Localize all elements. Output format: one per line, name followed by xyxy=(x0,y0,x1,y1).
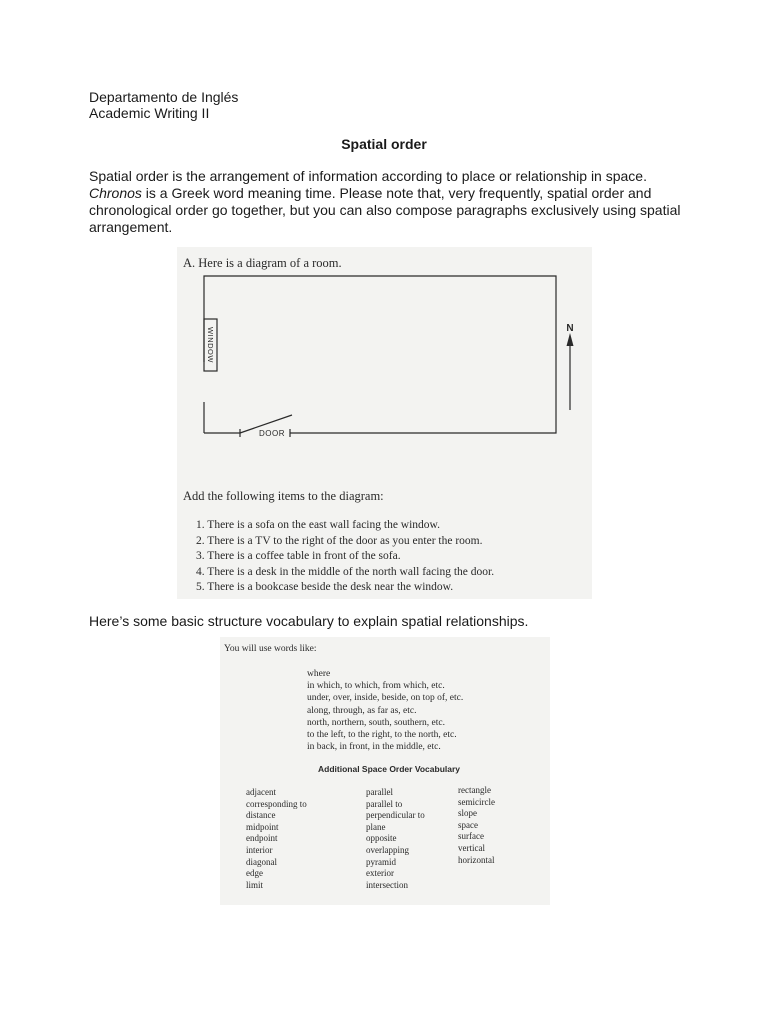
list-item: rectangle xyxy=(458,785,491,795)
list-item: horizontal xyxy=(458,854,495,865)
list-item: parallel to xyxy=(366,798,403,809)
phrase-list xyxy=(307,668,463,753)
list-item: opposite xyxy=(366,833,397,844)
list-item: distance xyxy=(246,810,276,821)
vocabulary-column-3 xyxy=(458,785,495,866)
list-item: semicircle xyxy=(458,796,495,807)
list-item: along, through, as far as, etc. xyxy=(307,705,417,716)
list-item: vertical xyxy=(458,842,485,853)
page-title: Spatial order xyxy=(341,136,427,152)
list-item: 1. There is a sofa on the east wall facing the window. xyxy=(196,519,440,531)
vocabulary-column-1 xyxy=(246,787,307,891)
vocabulary-column-2 xyxy=(366,787,425,891)
intro-line-1: Spatial order is the arrangement of information according to place or relationship in space. xyxy=(89,168,647,184)
list-item: to the left, to the right, to the north, etc. xyxy=(307,730,457,741)
list-item: perpendicular to xyxy=(366,810,425,821)
list-item: slope xyxy=(458,808,477,819)
door-label: DOOR xyxy=(259,429,285,438)
list-item: surface xyxy=(458,831,484,842)
room-exercise-heading: A. Here is a diagram of a room. xyxy=(183,256,342,270)
list-item: space xyxy=(458,819,478,830)
course-name: Academic Writing II xyxy=(89,105,210,121)
list-item: north, northern, south, southern, etc. xyxy=(307,717,445,728)
list-item: pyramid xyxy=(366,856,396,867)
compass-north-label: N xyxy=(566,323,574,334)
list-item: parallel xyxy=(366,787,393,797)
window-label: WINDOW xyxy=(206,327,216,363)
list-item: exterior xyxy=(366,868,394,879)
instruction-list xyxy=(196,518,494,596)
list-item: in back, in front, in the middle, etc. xyxy=(307,742,441,753)
list-item: endpoint xyxy=(246,833,278,844)
list-item: corresponding to xyxy=(246,798,307,809)
additional-vocabulary-heading: Additional Space Order Vocabulary xyxy=(318,764,461,774)
room-exercise-scan xyxy=(177,247,592,599)
intro-line-3: chronological order go together, but you can also compose paragraphs exclusively using spatial xyxy=(89,202,681,218)
instructions-heading: Add the following items to the diagram: xyxy=(183,489,384,503)
intro-line-4: arrangement. xyxy=(89,219,173,235)
list-item: in which, to which, from which, etc. xyxy=(307,681,445,692)
room-diagram xyxy=(177,247,592,477)
list-item: plane xyxy=(366,821,386,832)
list-item: under, over, inside, beside, on top of, etc. xyxy=(307,693,464,704)
list-item: edge xyxy=(246,868,263,879)
list-item: 5. There is a bookcase beside the desk near the window. xyxy=(196,581,454,593)
list-item: midpoint xyxy=(246,821,279,832)
room-wall-main xyxy=(204,276,556,433)
list-item: interior xyxy=(246,844,273,855)
compass-arrow-head xyxy=(567,333,574,346)
department-name: Departamento de Inglés xyxy=(89,89,239,105)
vocabulary-scan xyxy=(220,637,550,905)
list-item: adjacent xyxy=(246,787,276,797)
list-item: where xyxy=(307,669,331,679)
intro-line-2-rest: is a Greek word meaning time. Please note that, very frequently, spatial order and xyxy=(141,185,652,201)
list-item: 2. There is a TV to the right of the door as you enter the room. xyxy=(196,534,483,547)
list-item: 3. There is a coffee table in front of the sofa. xyxy=(196,550,401,562)
intro-line-2 xyxy=(89,185,689,202)
list-item: diagonal xyxy=(246,856,277,867)
chronos-word: Chronos xyxy=(89,185,142,201)
list-item: intersection xyxy=(366,879,408,890)
list-item: 4. There is a desk in the middle of the north wall facing the door. xyxy=(196,565,495,578)
list-item: limit xyxy=(246,879,264,890)
outro-paragraph: Here’s some basic structure vocabulary to explain spatial relationships. xyxy=(89,613,529,629)
intro-paragraph xyxy=(89,168,689,236)
vocabulary-heading: You will use words like: xyxy=(224,644,317,654)
list-item: overlapping xyxy=(366,844,409,855)
